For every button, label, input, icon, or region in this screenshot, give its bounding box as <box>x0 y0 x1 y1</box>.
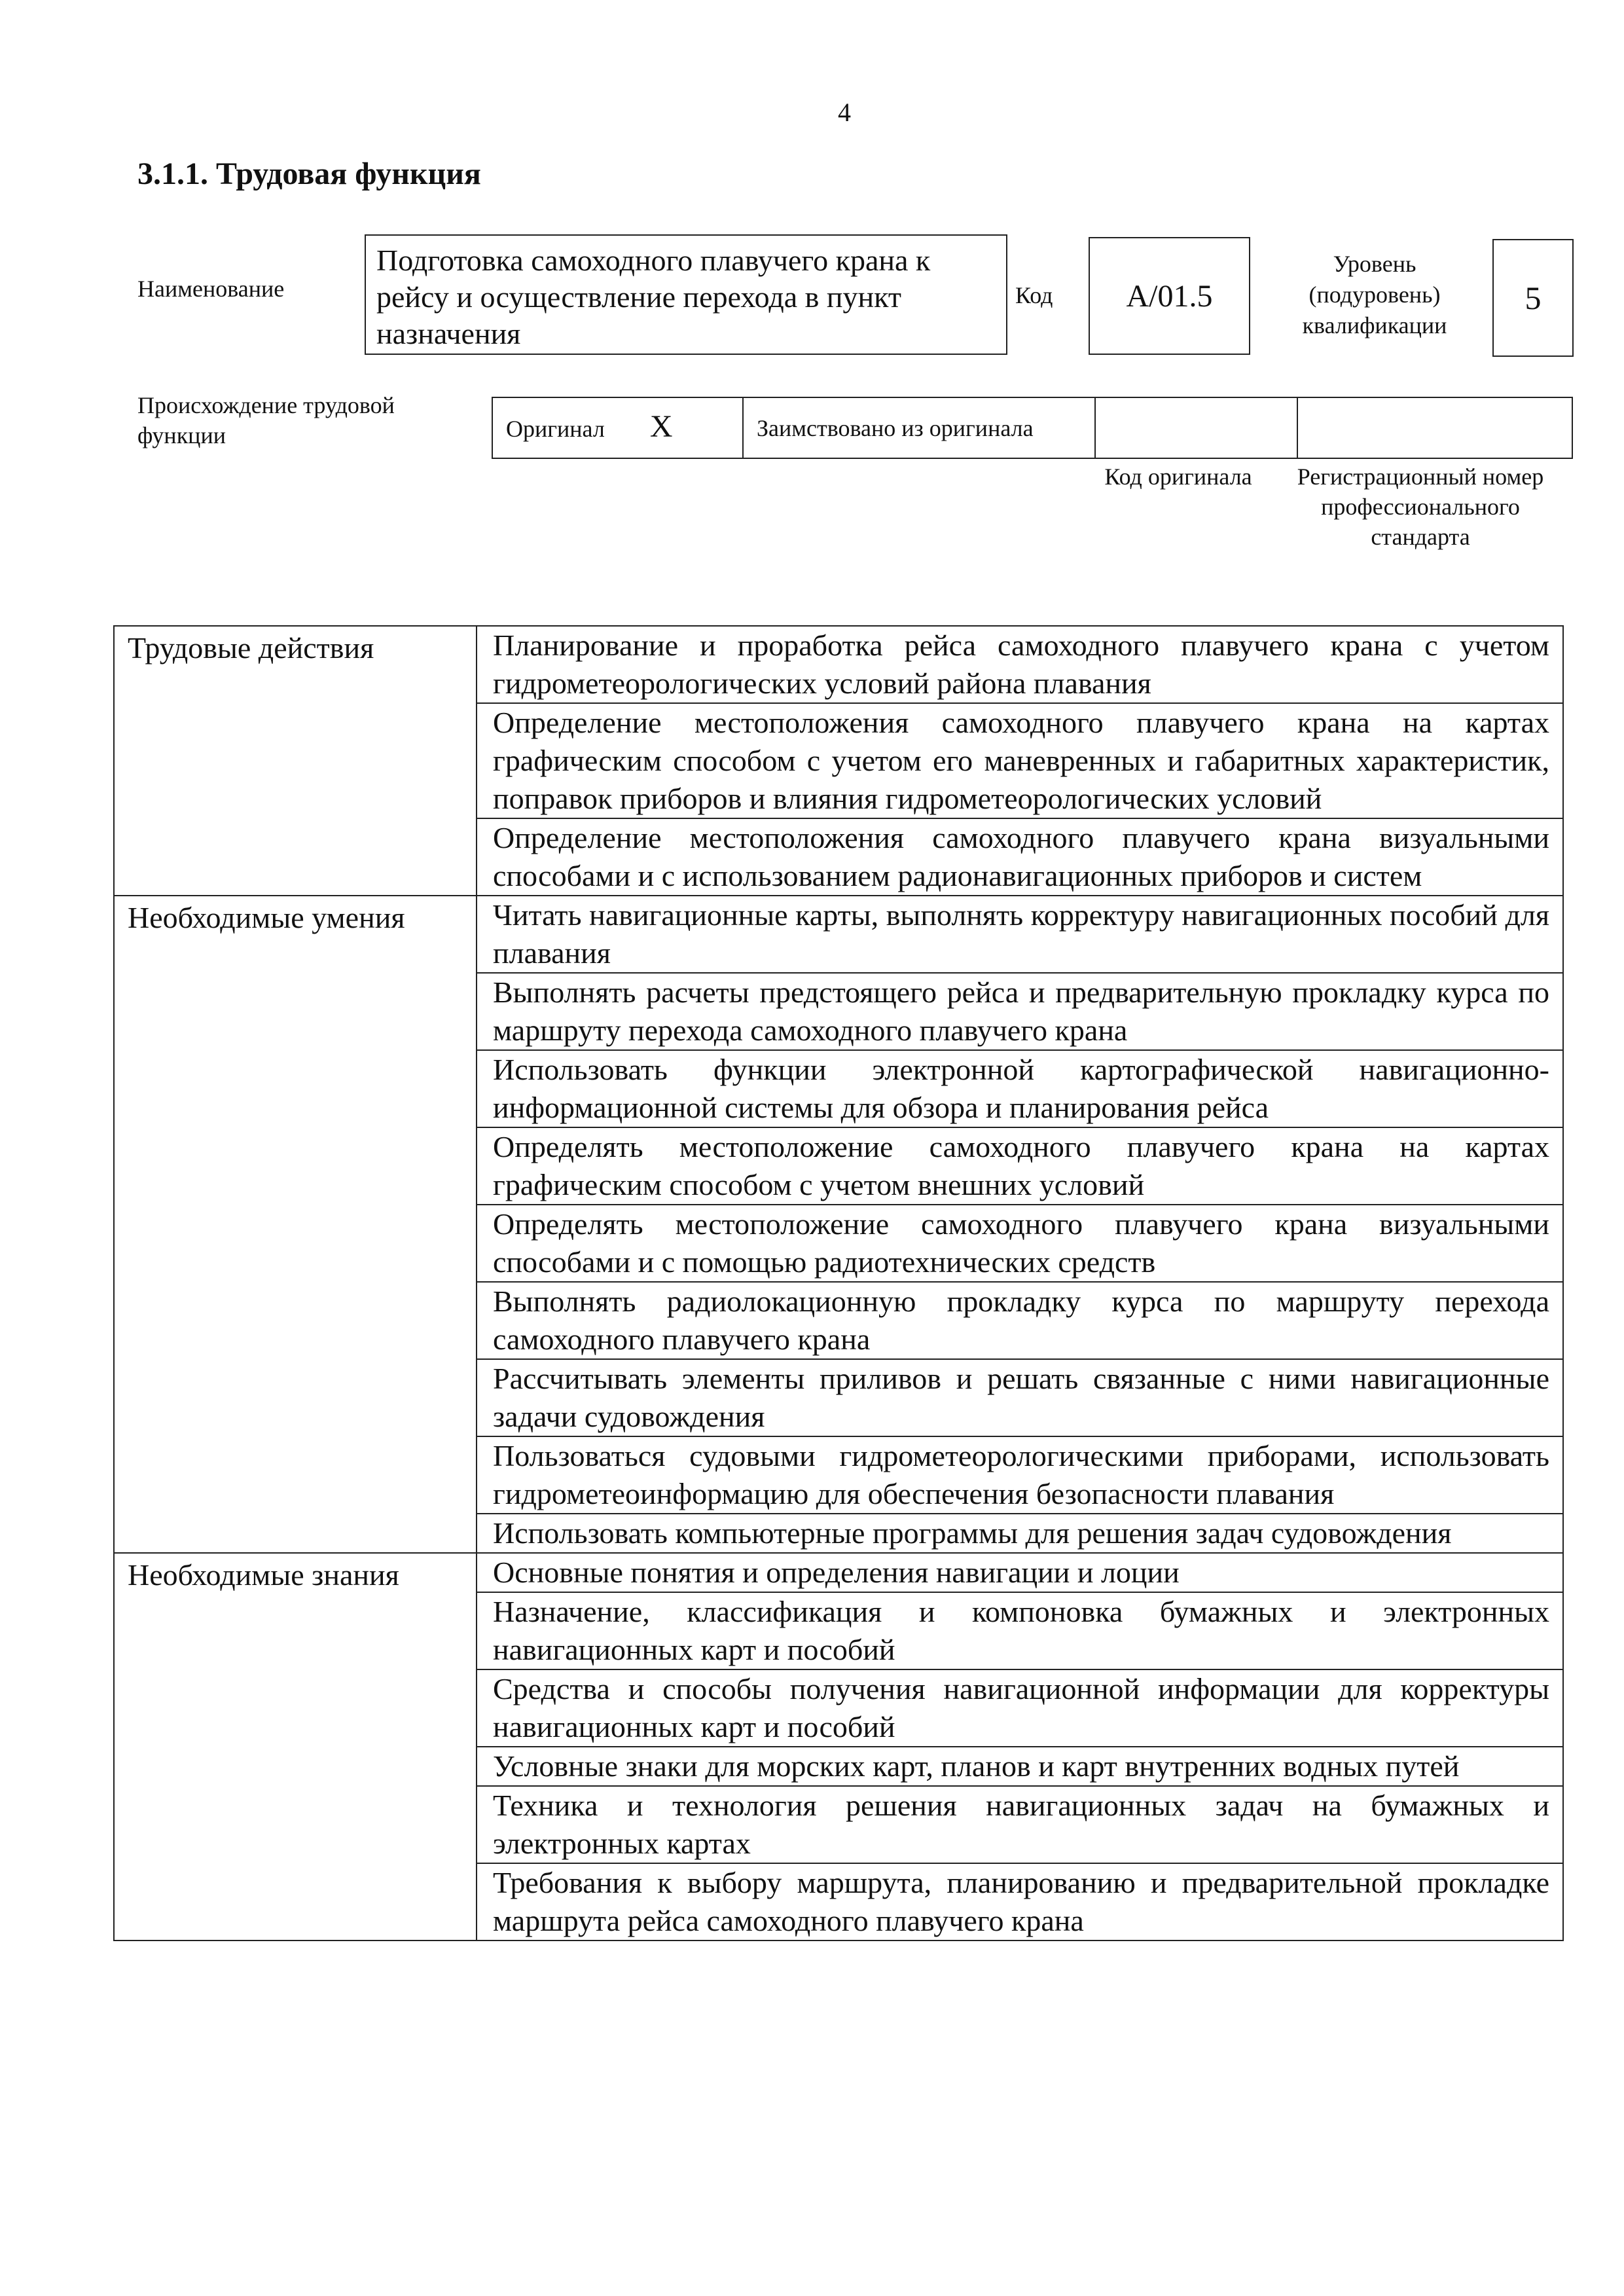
section-title-cell: Необходимые знания <box>114 1553 477 1941</box>
section-item-cell: Выполнять радиолокационную прокладку курса по маршруту перехода самоходного плавучего крана <box>477 1282 1563 1359</box>
table-row <box>114 626 1563 703</box>
origin-label: Происхождение трудовой функции <box>137 392 395 448</box>
section-item-cell: Использовать функции электронной картографической навигационно-информационной системы для обзора и планирования рейса <box>477 1050 1563 1127</box>
section-item-cell: Читать навигационные карты, выполнять корректуру навигационных пособий для плавания <box>477 896 1563 973</box>
code-label: Код <box>1015 282 1053 308</box>
section-item-cell: Условные знаки для морских карт, планов и карт внутренних водных путей <box>477 1747 1563 1786</box>
section-item-cell: Пользоваться судовыми гидрометеорологическими приборами, использовать гидрометеоинформацию для обеспечения безопасности плавания <box>477 1436 1563 1514</box>
page-number: 4 <box>838 98 851 127</box>
section-item-cell: Использовать компьютерные программы для решения задач судовождения <box>477 1514 1563 1553</box>
origin-borrowed-cell <box>743 397 1095 458</box>
section-title: 3.1.1. Трудовая функция <box>137 156 481 191</box>
qualification-level-label: Уровень (подуровень) квалификации <box>1302 251 1447 338</box>
section-title-cell: Трудовые действия <box>114 626 477 896</box>
labor-function-table <box>113 625 1564 1941</box>
original-label: Оригинал <box>506 416 605 442</box>
origin-original-cell <box>492 397 743 458</box>
function-name-box: Подготовка самоходного плавучего крана к рейсу и осуществление перехода в пункт назначения <box>365 234 1007 355</box>
origin-reg-number-cell <box>1297 397 1572 458</box>
code-original-caption: Код оригинала <box>1104 464 1252 490</box>
original-mark: X <box>649 409 673 444</box>
section-title-cell: Необходимые умения <box>114 896 477 1553</box>
borrowed-label: Заимствовано из оригинала <box>757 414 1034 441</box>
table-row <box>114 896 1563 973</box>
origin-table <box>492 397 1573 459</box>
origin-code-cell <box>1095 397 1297 458</box>
table-row <box>114 1553 1563 1592</box>
section-item-cell: Основные понятия и определения навигации и лоции <box>477 1553 1563 1592</box>
section-item-cell: Определение местоположения самоходного плавучего крана визуальными способами и с использованием радионавигационных приборов и систем <box>477 818 1563 896</box>
section-item-cell: Выполнять расчеты предстоящего рейса и предварительную прокладку курса по маршруту перехода самоходного плавучего крана <box>477 973 1563 1050</box>
section-item-cell: Определять местоположение самоходного плавучего крана визуальными способами и с помощью радиотехнических средств <box>477 1205 1563 1282</box>
section-item-cell: Техника и технология решения навигационных задач на бумажных и электронных картах <box>477 1786 1563 1863</box>
code-value-box: А/01.5 <box>1089 237 1250 355</box>
section-item-cell: Определение местоположения самоходного плавучего крана на картах графическим способом с учетом его маневренных и габаритных характеристик, поправок приборов и влияния гидрометеорологических условий <box>477 703 1563 818</box>
section-item-cell: Определять местоположение самоходного плавучего крана на картах графическим способом с учетом внешних условий <box>477 1127 1563 1205</box>
section-item-cell: Средства и способы получения навигационной информации для корректуры навигационных карт и пособий <box>477 1669 1563 1747</box>
section-item-cell: Рассчитывать элементы приливов и решать связанные с ними навигационные задачи судовождения <box>477 1359 1563 1436</box>
qualification-level-box: 5 <box>1492 239 1574 357</box>
name-label: Наименование <box>137 276 285 302</box>
section-item-cell: Назначение, классификация и компоновка бумажных и электронных навигационных карт и пособий <box>477 1592 1563 1669</box>
section-item-cell: Требования к выбору маршрута, планированию и предварительной прокладке маршрута рейса самоходного плавучего крана <box>477 1863 1563 1941</box>
reg-number-caption: Регистрационный номер профессионального стандарта <box>1297 464 1544 550</box>
section-item-cell: Планирование и проработка рейса самоходного плавучего крана с учетом гидрометеорологических условий района плавания <box>477 626 1563 703</box>
